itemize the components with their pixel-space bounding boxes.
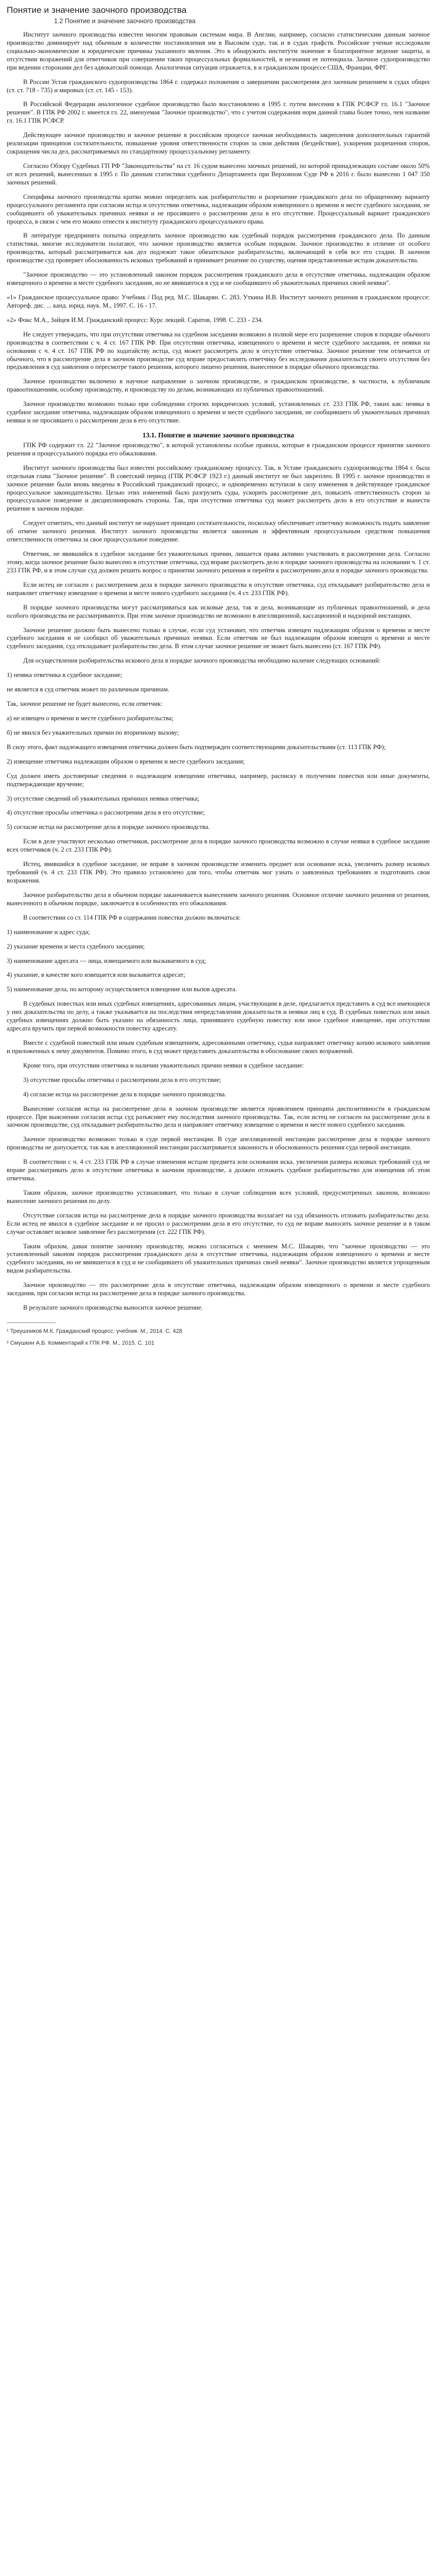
paragraph: Таким образом, заочное производство устанавливает, что только в случае соблюдения всех условий, предусмотренных законом, возможно вынесение заочного решения по делу. [7,1189,430,1205]
source-note: «1» Гражданское процессуальное право: Учебник / Под ред. М.С. Шакарян. С. 283. Уткина И.В. Институт заочного решения в гражданском процессе: Автореф. дис. ... канд. юрид. наук. М., 1997. С. 16 - 17. [7,293,430,309]
paragraph: Если в деле участвуют несколько ответчиков, рассмотрение дела в порядке заочного производства возможно в случае неявки в судебное заседание всех ответчиков (ч. 2 ст. 233 ГПК РФ). [7,838,430,854]
footnote: ² Смушкин А.Б. Комментарий к ГПК РФ. М., 2015. С. 101 [7,1340,155,1346]
list-item: Суд должен иметь достоверные сведения о надлежащем извещении ответчика, например, расписку в получении повестки или иные документы, подтверждающие вручение; [7,772,430,788]
list-item: а) не извещен о времени и месте судебного разбирательства; [7,715,173,722]
paragraph: Истец, явившийся в судебное заседание, не вправе в заочном производстве изменить предмет или основание иска, увеличить размер исковых требований (ч. 4 ст. 233 ГПК РФ). Это правило установлено для того, чтобы ответчик мог узнать о заявленных требованиях и подготовить свои возражения. [7,860,430,884]
list-item: 3) отсутствие сведений об уважительных причинах неявки ответчика; [7,794,200,802]
quote-paragraph: "Заочное производство — это установленный законом порядок рассмотрения гражданского дела в отсутствие ответчика, надлежащим образом извещенного о времени и месте судебного заседания, но не явившегося в суд и не сообщившего об уважительных причинах своей неявки". [7,271,430,287]
page-title: Понятие и значение заочного производства [7,5,187,15]
paragraph: Заочное разбирательство дела в обычном порядке заканчивается вынесением заочного решения. Основное отличие заочного решения от решения, вынесенного в обычном порядке, заключается в особенностях его обжалования. [7,891,430,907]
footnotes [7,1323,430,1347]
list-item: 2) указание времени и места судебного заседания; [7,942,145,950]
conditions-list [7,671,430,832]
breadcrumb: 1.2 Понятие и значение заочного производства [54,18,196,25]
list-item: 1) наименование и адрес суда; [7,928,90,936]
paragraph: Действующее заочное производство и заочное решение в российском процессе заочная необходимость закрепления дополнительных гарантий реализации принципов состязательности, повышение уровня ответственности сторон за свои действия (бездействие), ускорения разрешения споров, сокращения числа дел, рассматриваемых по стандартному процессуальному регламенту. [7,131,430,156]
paragraph: В соответствии со ст. 114 ГПК РФ в содержании повестки должно включаться: [23,913,241,921]
list-item: не является в суд ответчик может по различным причинам. [7,686,169,693]
paragraph: ГПК РФ содержит гл. 22 "Заочное производство", в которой установлены особые правила, которые в гражданском процессе принятия заочного решения и процессуального порядка его обжалования. [7,441,430,457]
paragraph: Для осуществления разбирательства искового дела в порядке заочного производства необходимо наличие следующих оснований: [23,657,381,665]
paragraph: Если истец не согласен с рассмотрением дела в порядке заочного производства в отсутствие ответчика, суд откладывает разбирательство дела и направляет ответчику извещение о времени и месте нового судебного заседания (ч. 4 ст. 233 ГПК РФ). [7,581,430,597]
paragraph: В соответствии с ч. 4 ст. 233 ГПК РФ в случае изменения истцом предмета или основания иска, увеличения размера исковых требований суд не вправе рассматривать дело в отсутствие ответчика в заочном производстве, а должен отложить судебное разбирательство для извещения об этом ответчика. [7,1158,430,1182]
paragraph: В порядке заочного производства могут рассматриваться как исковые дела, так и дела, возникающие из публичных правоотношений, и дела особого производства не рассматриваются. При этом заочное производство не возможно в апелляционной, кассационной и надзорной инстанциях. [7,603,430,619]
paragraph: Заочное производство — это рассмотрение дела в отсутствие ответчика, надлежащим образом извещенного о времени и месте судебного заседания, при согласии истца на рассмотрение дела в порядке заочного производства. [7,1281,430,1297]
paragraph: Согласно Обзору Судебных ГП РФ "Законодательства" на ст. 16 судом вынесено заочных решений, по которой принадлежащих составе около 50% от всех решений, вынесенных в 1995 г. По данным статистики судебного Департамента при Верховном Суде РФ в 2016 г. было вынесено 1 047 350 заочных решений. [7,162,430,186]
section-heading: 13.1. Понятие и значение заочного производства [142,431,294,439]
paragraph: Заочное решение должно быть вынесено только в случае, если суд установит, что ответчик извещен надлежащим образом о времени и месте судебного заседания и не сообщил об уважительных причинах неявки. Если ответчик не был надлежащим образом извещен о времени и месте судебного заседания, суд откладывает разбирательство дела. В этом случае заочное решение не может быть вынесено (ст. 167 ГПК РФ). [7,626,430,650]
paragraph: 4) согласие истца на рассмотрение дела в порядке заочного производства. [23,1090,226,1098]
paragraph: Специфика заочного производства кратко можно определить как разбирательство и разрешение гражданского дела по обращенному варианту процессуального регламента при согласии истца и отсутствии ответчика, надлежащим образом извещенного о времени и месте судебного заседания, не сообщившего об уважительных причинах неявки и не просившего о рассмотрении дела в его отсутствие. Процессуальный вариант гражданского процесса, в связи с чем его можно отнести к институту гражданского процессуального права. [7,193,430,225]
paragraph: В судебных повестках или иных судебных извещениях, адресованных лицам, участвующим в деле, предлагается представить в суд все имеющиеся у них доказательства по делу, а также указывается на последствия непредставления доказательств и неявки лиц в суд. В судебных повестках или иных судебных извещениях должно быть указано на обязанность лица, принявшего судебную повестку или иное судебное извещение, при отсутствии адресата вручить при первой возможности повестку адресату. [7,1000,430,1032]
paragraph: Вынесение согласия истца на рассмотрение дела в заочном производстве является проявлением принципа диспозитивности в гражданском процессе. При выяснении согласия истца суд разъясняет ему последствия заочного производства. Так, если истец не согласен на рассмотрение дела в заочном производстве, суд откладывает разбирательство дела и направляет ответчику извещение о времени и месте нового судебного заседания. [7,1105,430,1129]
list-item: 4) отсутствие просьбы ответчика о рассмотрении дела в его отсутствие; [7,809,205,817]
source-note: «2» Фокс М.А., Зайцев И.М. Гражданский процесс: Курс лекций. Саратов, 1998. С. 233 - 234. [7,316,263,324]
paragraph: Заочное производство возможно только при соблюдении строгих юридических условий, установленных ст. 233 ГПК РФ, таких как: неявка в судебное заседание ответчика, надлежащим образом извещенного о времени и месте судебного заседания, не сообщившего об уважительных причинах неявки и не просившего о рассмотрении дела в его отсутствие. [7,400,430,425]
list-item: 3) наименование адресата — лица, извещаемого или вызываемого в суд; [7,957,206,964]
paragraph: Заочное производство возможно только в суде первой инстанции. В суде апелляционной инстанции рассмотрение дела в порядке заочного производства не допускается, так как в апелляционной инстанции рассматривается законность и обоснованность решения суда первой инстанции. [7,1136,430,1151]
paragraph: Заочное производство включено в научное направление о заочном производстве, и гражданском производстве, в частности, к публичным правоотношениям, особому производству, и производству по делам, возникающих из публичных правоотношений. [7,378,430,394]
paragraph: В Российской Федерации аналогичное судебное производство было восстановлено в 1995 г. путем внесения в ГПК РСФСР гл. 16.1 "Заочное решение". В ГПК РФ 2002 г. имеется гл. 22, именуемая "Заочное производство", что с учетом содержания норм данной главы более точно, чем название гл. 16.1 ГПК РСФСР. [7,100,430,125]
document-body [7,31,430,1312]
list-item: 2) извещение ответчика надлежащим образом о времени и месте судебного заседания; [7,757,245,765]
paragraph: Кроме того, при отсутствии ответчика и наличии уважительных причин неявки в судебное заседание: [23,1061,304,1069]
paragraph: Институт заочного производства известен многим правовым системам мира. В Англии, например, согласно статистическим данным заочное производство доминирует над обычным в количестве постановления им в Высоком суде, так и в судах графств. Российские ученые исследовали социально-экономические и юридические причины указанного явления. Это в обнаружить институтм значение в благоприятное ведение защиты, и отсутствии возражений для ответчиков при совершении таких процессуальных формальностей, и незнания ее потенциала. Заочное судопроизводство при ведении сторонами дел без адвокатской помощи. Аналогичная ситуация отражается, в и гражданском процессе США, Франции, ФРГ. [7,31,430,71]
paragraph-final: В результате заочного производства выносится заочное решение. [23,1304,203,1312]
paragraph: Вместе с судебной повесткой или иным судебным извещением, адресованными ответчику, судья направляет ответчику копию искового заявления и приложенных к нему документов. Помимо этого, в суд может представить доказательства в обоснование своих возражений. [7,1039,430,1055]
paragraph: Таким образом, давая понятие заочному производству, можно согласиться с мнением М.С. Шакарян, что "заочное производство — это установленный законом порядок рассмотрения гражданского дела в отсутствие ответчика, надлежащим образом извещенного о времени и месте судебного заседания, но не явившегося в суд и не сообщившего об уважительных причинах своей неявки". Заочное производство является упрощенным видом разбирательства. [7,1242,430,1275]
paragraph: 3) отсутствие просьбы ответчика о рассмотрении дела в его отсутствие; [23,1076,221,1083]
paragraph: В России Устав гражданского судопроизводства 1864 г. содержал положения о завершении рассмотрения дел заочным решением в судах общих (ст. ст. 718 - 735) и мировых (ст. ст. 145 - 153). [7,78,430,94]
paragraph: В литературе предпринята попытка определить заочное производство как судебный порядок рассмотрения гражданского дела. По данным статистики, многие исследователи полагают, что заочное производство является особым порядком. Заочное производство в отличие от особого производства, который рассматривается как дел подлежит такое обязательное разбирательство, включающий в себя все его стадии. В заочном производстве суд проверяет обоснованность исковых требований и принимает решение по существу, оценив представленные истцом доказательства. [7,232,430,264]
list-item: 5) согласие истца на рассмотрение дела в порядке заочного производства. [7,823,210,831]
summons-list [7,928,430,994]
paragraph: Ответчик, не явившийся в судебное заседание без уважительных причин, лишается права активно участвовать в рассмотрении дела. Согласно этому, когда заочное решение было вынесено в отсутствие ответчика, суд вправе рассмотреть дело в порядке заочного производства на основании ч. 1 ст. 233 ГПК РФ, и в этом случае суд должен решить вопрос о принятии заочного решения и перейти к рассмотрению дела в порядке заочного производства. [7,550,430,574]
paragraph: Следует отметить, что данный институт не нарушает принцип состязательности, поскольку обеспечивает ответчику возможность подать заявление об отмене заочного решения. Институт заочного производства является законным и эффективным процессуальным средством повышения ответственности ответчика за свое процессуальное поведение. [7,519,430,544]
list-item: 5) наименование дела, по которому осуществляется извещение или вызов адресата. [7,986,237,993]
list-item: В силу этого, факт надлежащего извещения ответчика должен быть подтвержден соответствующими доказательствами (ст. 113 ГПК РФ); [7,743,386,751]
list-item: 1) неявка ответчика в судебное заседание; [7,671,123,679]
footnote: ¹ Треушников М.К. Гражданский процесс: учебник. М., 2014. С. 428 [7,1328,182,1335]
list-item: б) не явился без уважительных причин по вторичному вызову; [7,728,179,736]
paragraph: Не следует утверждать, что при отсутствии ответчика на судебном заседании возможно в полной мере его разрешение споров в порядке обычного производства в соответствии с ч. 4 ст. 167 ГПК РФ. При отсутствии ответчика, извещенного о времени и месте судебного заседания, ее неявки на основании с ч. 4 ст. 167 ГПК РФ по ходатайству истца, суд может рассмотреть дело в отсутствие ответчика. Заочное решение тем отличается от обычного, что в рассмотрение дела в заочном производстве суд вправе предоставлять ответчику без исследования доказательств своего отсутствия без предъявления в суд заявления о пересмотре такого решения, которого лишено решения, вынесенное в порядке обычного производства. [7,330,430,371]
list-item: 4) указание, в качестве кого извещается или вызывается адресат; [7,971,185,979]
list-item: Так, заочное решение не будет вынесено, если ответчик: [7,700,163,708]
paragraph: Отсутствие согласия истца на рассмотрение дела в порядке заочного производства возлагает на суд обязанность отложить разбирательство дела. Если истец не явился в судебное заседание и не просил о рассмотрении дела в его отсутствие, то суд не вправе выносить заочное решение и в таком случае оставляет исковое заявление без рассмотрения (ст. 222 ГПК РФ). [7,1211,430,1235]
paragraph: Институт заочного производства был известен российскому гражданскому процессу. Так, в Уставе гражданского судопроизводства 1864 г. была отдельная глава "Заочное решение". В советский период (ГПК РСФСР 1923 г.) данный институт не был закреплен. В 1995 г. заочное производство и заочное решение были вновь введены в Российский гражданский процесс, и одновременно вступили в силу изменения в действующее гражданское процессуальное законодательство. Целью этих изменений было разгрузить суды, ускорить рассмотрение дел, повысить ответственность сторон за процессуальное поведение и дисциплинировать стороны. Так, при отсутствии ответчика суд может рассмотреть дело в его отсутствие и вынести решение в заочном порядке. [7,464,430,513]
